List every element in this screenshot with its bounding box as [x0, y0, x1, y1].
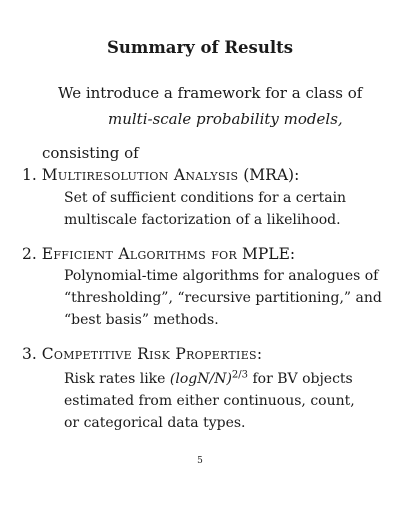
- section-3-risk-line: [64, 368, 384, 390]
- intro-consisting: consisting of: [42, 144, 139, 162]
- section-1-heading: [22, 164, 299, 186]
- section-2-line: “thresholding”, “recursive partitioning,” and: [64, 290, 382, 306]
- section-3-title: Competitive Risk Properties:: [41, 345, 263, 363]
- section-1-number: 1.: [22, 166, 37, 184]
- section-1-line: Set of sufficient conditions for a certain: [64, 190, 347, 206]
- section-3-line: or categorical data types.: [64, 415, 246, 431]
- section-2-line: “best basis” methods.: [64, 312, 219, 328]
- section-3-line: estimated from either continuous, count,: [64, 393, 355, 409]
- section-3-body: [64, 368, 384, 434]
- risk-exponent: 2/3: [231, 369, 249, 381]
- section-2-body: [64, 265, 384, 331]
- section-2-title-suffix: MPLE:: [242, 245, 296, 263]
- section-1-body: [64, 187, 384, 231]
- intro-emphasis: multi-scale probability models,: [108, 110, 343, 128]
- section-2-line: Polynomial-time algorithms for analogues of: [64, 268, 379, 284]
- section-2-title: Efficient Algorithms for: [41, 245, 238, 263]
- risk-prefix: Risk rates like: [64, 371, 170, 387]
- section-1-title: Multiresolution Analysis: [41, 166, 239, 184]
- section-3-number: 3.: [22, 345, 37, 363]
- section-1-title-suffix: (MRA):: [243, 166, 300, 184]
- intro-line: We introduce a framework for a class of: [58, 84, 363, 102]
- page-number: 5: [197, 456, 203, 466]
- risk-math: (logN/N): [169, 371, 232, 387]
- risk-suffix: for BV objects: [248, 371, 353, 387]
- section-3-heading: [22, 343, 262, 365]
- section-1-line: multiscale factorization of a likelihood.: [64, 212, 341, 228]
- section-2-number: 2.: [22, 245, 37, 263]
- page-title: Summary of Results: [106, 38, 294, 57]
- section-2-heading: [22, 243, 295, 265]
